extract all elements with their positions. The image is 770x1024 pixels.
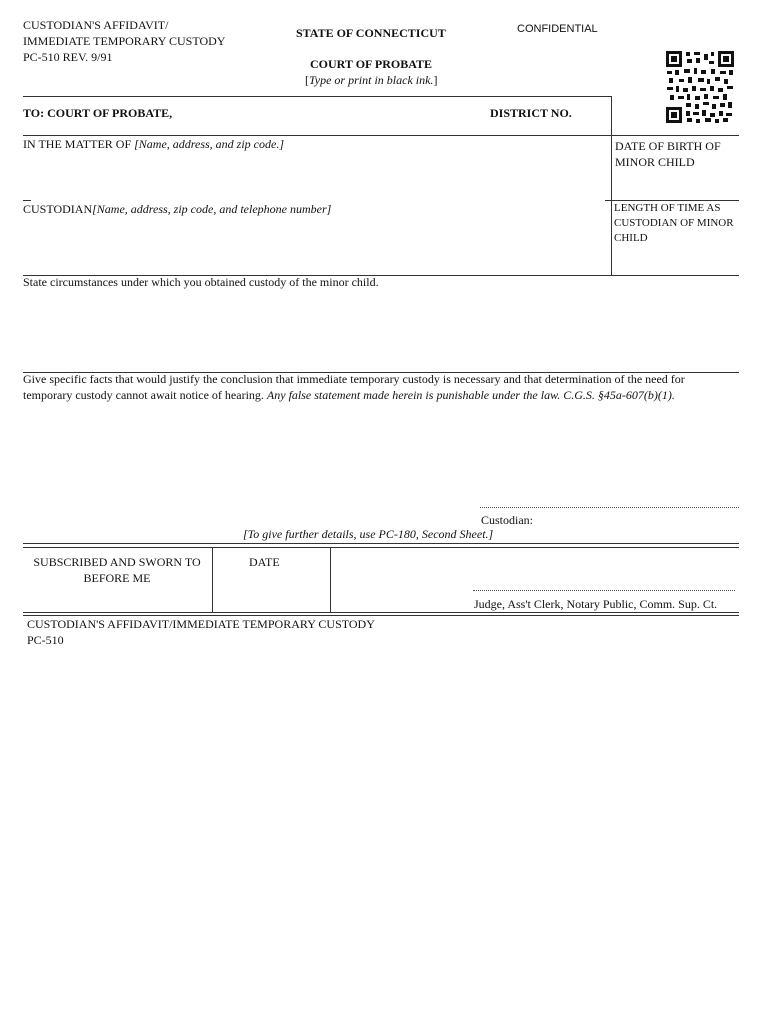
to-court-label: TO: COURT OF PROBATE, <box>23 106 173 120</box>
form-number: PC-510 REV. 9/91 <box>23 50 113 64</box>
custodian-label: CUSTODIAN[Name, address, zip code, and telephone number] <box>23 202 332 216</box>
further-details-note: [To give further details, use PC-180, Second Sheet.] <box>243 527 494 541</box>
dob-label-line1: DATE OF BIRTH OF <box>615 139 721 153</box>
form-title-line2: IMMEDIATE TEMPORARY CUSTODY <box>23 34 226 48</box>
facts-label-line1: Give specific facts that would justify the conclusion that immediate temporary custody is necessary and that determination of the need for <box>23 372 685 386</box>
official-signature-label: Judge, Ass't Clerk, Notary Public, Comm. Sup. Ct. <box>474 597 718 611</box>
qr-code <box>665 50 735 124</box>
date-label: DATE <box>249 555 280 569</box>
facts-label-line2: temporary custody cannot await notice of hearing. Any false statement made herein is punishable under the law. C.G.S. §45a-607(b)(1). <box>23 388 675 402</box>
sworn-label-line2: BEFORE ME <box>83 571 151 585</box>
dob-label-line2: MINOR CHILD <box>615 155 695 169</box>
length-label-line2: CUSTODIAN OF MINOR <box>614 217 734 229</box>
dob-input[interactable] <box>615 172 735 188</box>
date-input[interactable] <box>216 580 326 596</box>
confidential-label: CONFIDENTIAL <box>517 23 598 35</box>
state-title: STATE OF CONNECTICUT <box>296 26 446 40</box>
court-title: COURT OF PROBATE <box>310 57 433 71</box>
form-title-line1: CUSTODIAN'S AFFIDAVIT/ <box>23 18 169 32</box>
circumstances-input[interactable] <box>23 292 735 368</box>
length-label-line1: LENGTH OF TIME AS <box>614 202 721 214</box>
district-label: DISTRICT NO. <box>490 106 572 120</box>
footer-title: CUSTODIAN'S AFFIDAVIT/IMMEDIATE TEMPORARY CUSTODY <box>27 617 375 631</box>
ink-instruction: [Type or print in black ink.] <box>305 73 438 87</box>
custodian-input[interactable] <box>23 218 603 268</box>
custodian-signature-label: Custodian: <box>481 513 534 527</box>
matter-input[interactable] <box>23 153 603 197</box>
length-input[interactable] <box>614 250 734 266</box>
official-signature-line[interactable] <box>473 590 735 591</box>
district-input[interactable] <box>580 104 608 120</box>
facts-input[interactable] <box>23 405 735 495</box>
footer-form-number: PC-510 <box>27 633 64 647</box>
circumstances-label: State circumstances under which you obtained custody of the minor child. <box>23 275 379 289</box>
length-label-line3: CHILD <box>614 232 648 244</box>
matter-label: IN THE MATTER OF [Name, address, and zip code.] <box>23 137 285 151</box>
sworn-label-line1: SUBSCRIBED AND SWORN TO <box>33 555 201 569</box>
custodian-signature-line[interactable] <box>480 507 739 508</box>
